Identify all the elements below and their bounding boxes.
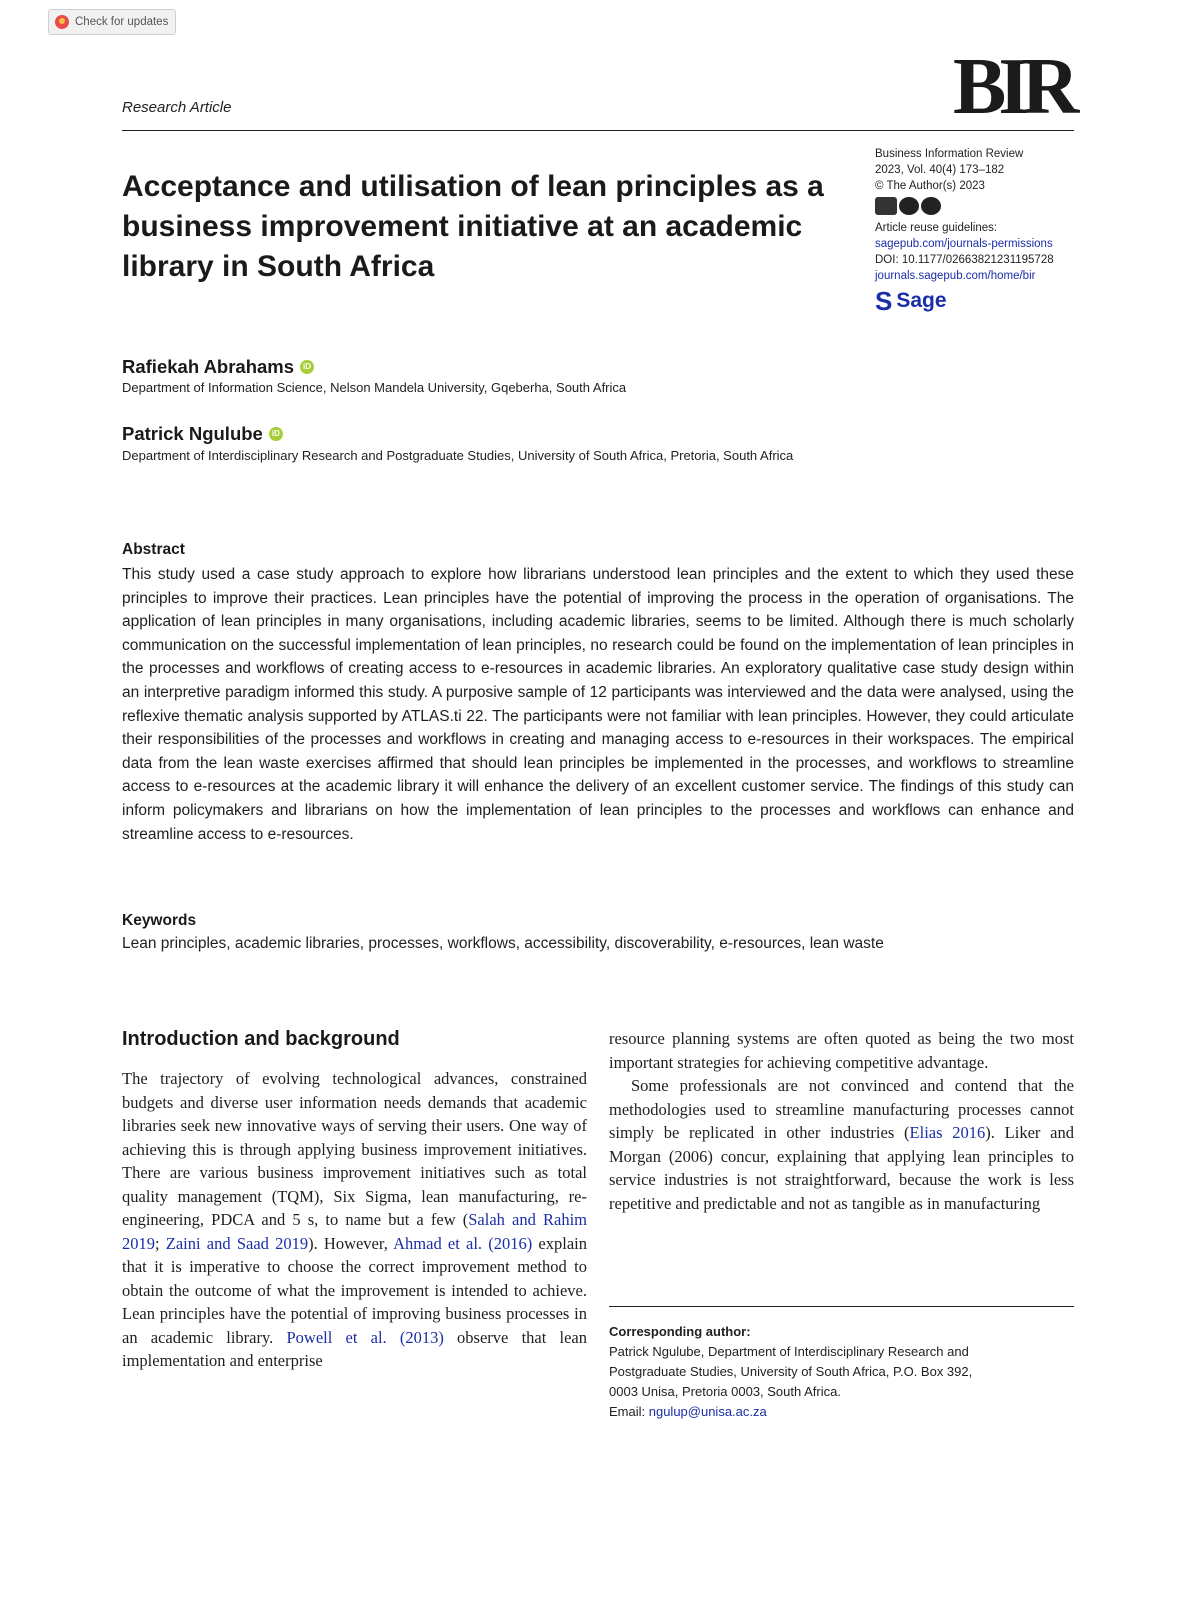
corresponding-email-row: Email: ngulup@unisa.ac.za [609,1404,767,1419]
crossmark-icon [55,15,69,29]
header-divider [122,130,1074,131]
abstract-label: Abstract [122,541,185,558]
corresponding-line-3: 0003 Unisa, Pretoria 0003, South Africa. [609,1384,841,1399]
copyright: © The Author(s) 2023 [875,180,985,192]
journal-meta [875,146,1075,314]
corresponding-divider [609,1306,1074,1307]
citation-link[interactable]: Ahmad et al. (2016) [393,1233,533,1253]
corresponding-author [609,1322,1074,1422]
email-link[interactable]: ngulup@unisa.ac.za [648,1404,767,1419]
check-for-updates-label: Check for updates [75,16,169,28]
doi[interactable]: DOI: 10.1177/02663821231195728 [875,254,1054,266]
cc-license-icon[interactable] [875,197,1075,215]
sage-s-icon: S [875,286,893,316]
author-name-2 [122,423,283,445]
intro-paragraph-1: The trajectory of evolving technological advances, constrained budgets and diverse user information needs demands that academic libraries seek new innovative ways of serving their users. One way of achieving this is through applying business improvement initiatives. There are various business improvement initiatives such as total quality management (TQM), Six Sigma, lean manufacturing, re-engineering, PDCA and 5 s, to name but a few (Salah and Rahim 2019; Zaini and Saad 2019). However, Ahmad et al. (2016) explain that it is imperative to choose the correct improvement method to obtain the outcome of what the improvement is intended to achieve. Lean principles have the potential of improving business processes in an academic library. Powell et al. (2013) observe that lean implementation and enterprise [122,1069,587,1370]
orcid-icon[interactable]: iD [269,427,283,441]
sage-wordmark: Sage [896,289,947,312]
article-title: Acceptance and utilisation of lean principles as a business improvement initiative at an academic library in South Africa [122,170,824,283]
keywords-text: Lean principles, academic libraries, processes, workflows, accessibility, discoverability, e-resources, lean waste [122,935,884,952]
article-type: Research Article [122,99,232,116]
corresponding-line-1: Patrick Ngulube, Department of Interdisciplinary Research and [609,1344,969,1359]
corresponding-label: Corresponding author: [609,1324,751,1339]
sage-logo [875,288,1075,314]
author-2-name: Patrick Ngulube [122,423,263,444]
keywords-label: Keywords [122,912,197,929]
reuse-label: Article reuse guidelines: [875,222,998,234]
intro-paragraph-2: resource planning systems are often quoted as being the two most important strategies for achieving competitive advantage. [609,1029,1074,1072]
check-for-updates-button[interactable] [48,9,176,35]
journal-logo: BIR [953,43,1072,131]
journal-home-link[interactable]: journals.sagepub.com/home/bir [875,270,1036,282]
citation-link[interactable]: Elias 2016 [909,1123,986,1142]
author-name-1 [122,356,314,378]
body-column-right [609,1027,1074,1215]
author-1-name: Rafiekah Abrahams [122,356,295,377]
orcid-icon[interactable]: iD [300,360,314,374]
citation-link[interactable]: Zaini and Saad 2019 [165,1233,309,1253]
author-2-affiliation: Department of Interdisciplinary Research and Postgraduate Studies, University of South Africa, Pretoria, South Africa [122,448,794,463]
citation-link[interactable]: Powell et al. (2013) [286,1327,444,1347]
corresponding-line-2: Postgraduate Studies, University of South Africa, P.O. Box 392, [609,1364,973,1379]
body-column-left [122,1067,587,1373]
reuse-link[interactable]: sagepub.com/journals-permissions [875,238,1053,250]
section-heading-introduction: Introduction and background [122,1028,400,1050]
citation-link[interactable]: Salah and Rahim 2019 [122,1210,587,1253]
journal-volume: 2023, Vol. 40(4) 173–182 [875,164,1005,176]
journal-name: Business Information Review [875,148,1024,160]
author-1-affiliation: Department of Information Science, Nelson Mandela University, Gqeberha, South Africa [122,380,627,395]
abstract-text: This study used a case study approach to explore how librarians understood lean principles and the extent to which they used these principles to improve their practices. Lean principles have the potential of improving the process in the operation of organisations. The application of lean principles in many organisations, including academic libraries, seems to be limited. Although there is much scholarly communication on the successful implementation of lean principles, no research could be found on the implementation of lean principles in the processes and workflows of creating access to e-resources in academic libraries. An exploratory qualitative case study design within an interpretive paradigm informed this study. A purposive sample of 12 participants was interviewed and the data were analysed, using the reflexive thematic analysis supported by ATLAS.ti 22. The participants were not familiar with lean principles. However, they could articulate their responsibilities of the processes and workflows in creating and managing access to e-resources in their workspaces. The empirical data from the lean waste exercises affirmed that should lean principles be implemented in the processes, and workflows to streamline access to e-resources at the academic library it will enhance the delivery of an excellent customer service. The findings of this study can inform policymakers and librarians on how the implementation of lean principles to the processes and workflows can enhance and streamline access to e-resources. [122,566,1074,843]
intro-paragraph-3: Some professionals are not convinced and contend that the methodologies used to streamline manufacturing processes cannot simply be replicated in other industries (Elias 2016). Liker and Morgan (2006) concur, explaining that applying lean principles to service industries is not straightforward, because the work is less repetitive and predictable and not as tangible as in manufacturing [609,1076,1074,1213]
